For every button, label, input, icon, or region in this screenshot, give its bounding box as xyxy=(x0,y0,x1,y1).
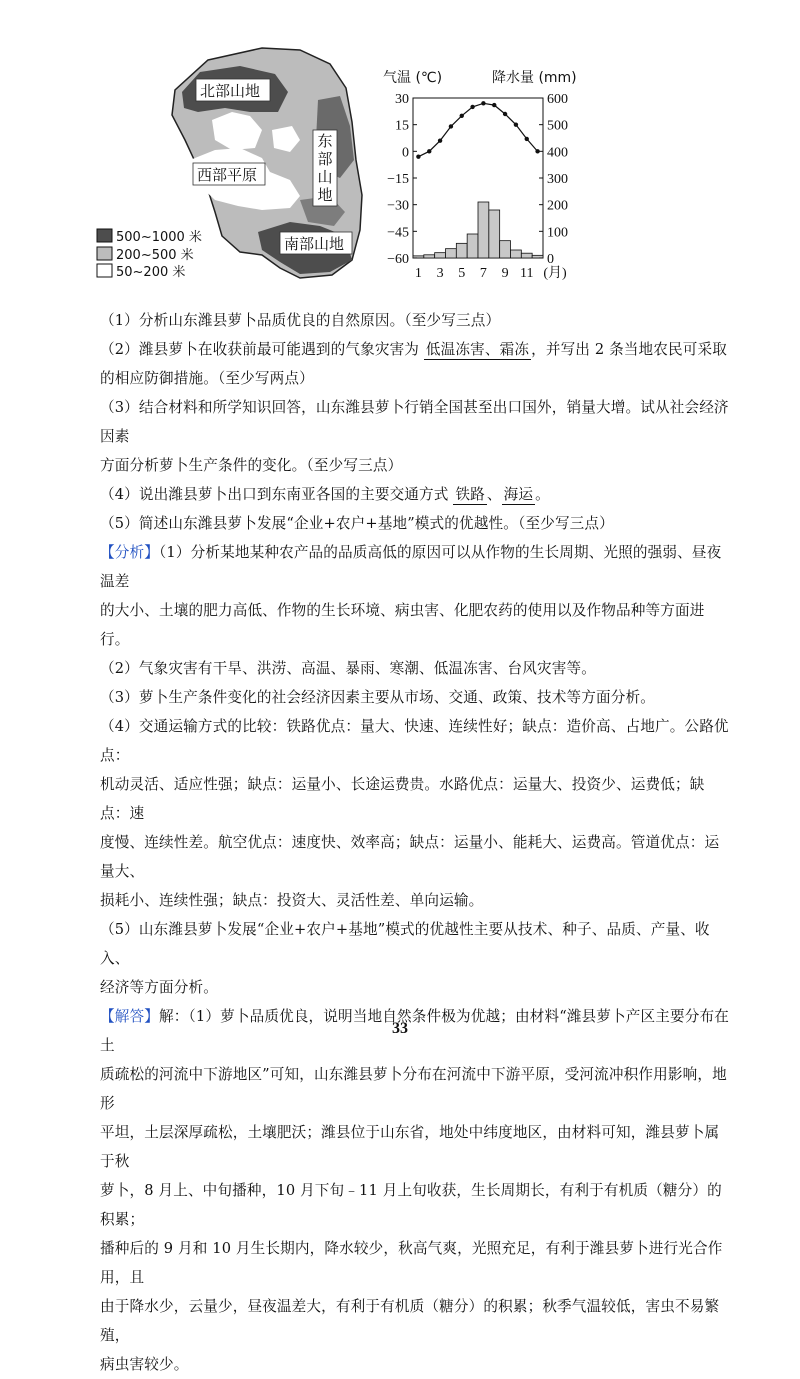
y-right-tick-label: 600 xyxy=(547,92,568,107)
answer-blank-q4-2: 海运 xyxy=(503,486,534,503)
analysis-5a: （5）山东潍县萝卜发展“企业+农户+基地”模式的优越性主要从技术、种子、品质、产量、收入、 xyxy=(100,921,710,967)
precip-bar xyxy=(521,253,532,258)
temperature-point xyxy=(470,105,474,109)
temperature-point xyxy=(460,114,464,118)
temperature-point xyxy=(525,137,529,141)
y-right-tick-label: 200 xyxy=(547,198,568,214)
answer-1: 【解答】解：（1）萝卜品质优良，说明当地自然条件极为优越；由材料“潍县萝卜产区主要分布在土 xyxy=(100,1008,729,1054)
question-3-a: （3）结合材料和所学知识回答，山东潍县萝卜行销全国甚至出口国外，销量大增。试从社会经济因素 xyxy=(100,399,729,445)
label-west-plain: 西部平原 xyxy=(197,166,258,184)
precip-bar xyxy=(500,241,511,258)
analysis-1b: 的大小、土壤的肥力高低、作物的生长环境、病虫害、化肥农药的使用以及作物品种等方面进行。 xyxy=(100,602,705,648)
label-north-mountains: 北部山地 xyxy=(200,82,261,100)
climate-chart xyxy=(383,69,577,281)
y-left-tick-label: −45 xyxy=(387,225,409,241)
temperature-point xyxy=(481,101,485,105)
label-east-mountains-2: 部 xyxy=(317,150,333,168)
label-east-mountains-3: 山 xyxy=(317,168,333,186)
x-unit-label: (月) xyxy=(543,266,567,281)
relief-map xyxy=(97,48,362,280)
temperature-point xyxy=(492,103,496,107)
legend-high: 500~1000 米 xyxy=(116,230,202,245)
precip-bar xyxy=(467,234,478,258)
temperature-point xyxy=(514,122,518,126)
question-4-sep: 、 xyxy=(486,486,502,503)
legend-low: 50~200 米 xyxy=(116,265,186,280)
answer-blank-q4-1: 铁路 xyxy=(455,486,485,503)
x-tick-label: 7 xyxy=(479,266,487,281)
temperature-point xyxy=(438,138,442,142)
answer-3: 平坦，土层深厚疏松，土壤肥沃；潍县位于山东省，地处中纬度地区，由材料可知，潍县萝卜属于秋 xyxy=(100,1124,720,1170)
label-east-mountains-4: 地 xyxy=(317,186,333,204)
analysis-4c: 度慢、连续性差。航空优点：速度快、效率高；缺点：运量小、能耗大、运费高。管道优点：运量大、 xyxy=(100,834,720,880)
y-left-title: 气温 (℃) xyxy=(383,70,443,86)
question-2-cont: 的相应防御措施。（至少写两点） xyxy=(100,370,314,387)
question-4-end: 。 xyxy=(535,486,550,503)
temperature-point xyxy=(416,154,420,158)
y-left-tick-label: 30 xyxy=(395,92,409,107)
x-tick-label: 9 xyxy=(501,266,509,281)
y-right-tick-label: 500 xyxy=(547,118,568,134)
y-left-tick-label: 0 xyxy=(402,145,409,161)
map-legend xyxy=(97,229,202,280)
question-3-b: 方面分析萝卜生产条件的变化。（至少写三点） xyxy=(100,457,403,474)
analysis-4a: （4）交通运输方式的比较：铁路优点：量大、快速、连续性好；缺点：造价高、占地广。公路优点： xyxy=(100,718,729,764)
figure-map-and-climate-chart xyxy=(0,0,800,300)
question-4-text: （4）说出潍县萝卜出口到东南亚各国的主要交通方式 xyxy=(100,486,449,503)
answer-7: 病虫害较少。 xyxy=(100,1356,189,1373)
page-number: 33 xyxy=(392,1020,408,1037)
analysis-3: （3）萝卜生产条件变化的社会经济因素主要从市场、交通、政策、技术等方面分析。 xyxy=(100,689,655,706)
question-4 xyxy=(100,480,730,509)
answer-6: 由于降水少，云量少，昼夜温差大，有利于有机质（糖分）的积累；秋季气温较低，害虫不易繁殖， xyxy=(100,1298,720,1344)
analysis-5b: 经济等方面分析。 xyxy=(100,979,218,996)
question-2-text-b: ，并写出 2 条当地农民可采取 xyxy=(531,341,728,358)
analysis-1a: 【分析】（1）分析某地某种农产品的品质高低的原因可以从作物的生长周期、光照的强弱、昼夜温差 xyxy=(100,544,722,590)
temperature-point xyxy=(503,112,507,116)
answer-2: 质疏松的河流中下游地区”可知，山东潍县萝卜分布在河流中下游平原，受河流冲积作用影响，地形 xyxy=(100,1066,727,1112)
analysis-4b: 机动灵活、适应性强；缺点：运量小、长途运费贵。水路优点：运量大、投资少、运费低；缺点：速 xyxy=(100,776,705,822)
y-right-title: 降水量 (mm) xyxy=(492,70,577,86)
y-right-tick-label: 0 xyxy=(547,252,554,267)
y-left-tick-label: 15 xyxy=(395,118,409,134)
x-tick-label: 3 xyxy=(436,266,444,281)
y-left-tick-label: −30 xyxy=(387,198,409,214)
label-south-mountains: 南部山地 xyxy=(284,235,345,253)
precip-bar xyxy=(435,253,446,258)
answer-tag: 【解答】 xyxy=(100,1008,159,1025)
question-1: （1）分析山东潍县萝卜品质优良的自然原因。（至少写三点） xyxy=(100,312,501,329)
precip-bar xyxy=(446,249,457,258)
x-tick-label: 11 xyxy=(520,266,534,281)
answer-5: 播种后的 9 月和 10 月生长期内，降水较少，秋高气爽，光照充足，有利于潍县萝卜进行光合作用，且 xyxy=(100,1240,723,1286)
text-content xyxy=(100,306,730,1379)
precip-bar xyxy=(511,250,522,258)
x-tick-label: 5 xyxy=(458,266,466,281)
temperature-point xyxy=(427,149,431,153)
y-right-tick-label: 300 xyxy=(547,172,568,187)
precip-bar xyxy=(489,210,500,258)
answer-4: 萝卜，8 月上、中旬播种，10 月下旬﹣11 月上旬收获，生长周期长，有利于有机质（糖分）的积累； xyxy=(100,1182,722,1228)
temperature-line xyxy=(418,103,537,156)
question-2-text-a: （2）潍县萝卜在收获前最可能遇到的气象灾害为 xyxy=(100,341,420,358)
legend-mid: 200~500 米 xyxy=(116,248,194,263)
answer-blank-q2: 低温冻害、霜冻 xyxy=(425,341,530,358)
precip-bar xyxy=(478,202,489,258)
temperature-point xyxy=(449,124,453,128)
question-5: （5）简述山东潍县萝卜发展“企业+农户+基地”模式的优越性。（至少写三点） xyxy=(100,515,614,532)
analysis-tag: 【分析】 xyxy=(100,544,159,561)
x-tick-label: 1 xyxy=(414,266,422,281)
analysis-4d: 损耗小、连续性强；缺点：投资大、灵活性差、单向运输。 xyxy=(100,892,484,909)
y-left-tick-label: −15 xyxy=(387,172,409,187)
y-left-tick-label: −60 xyxy=(387,252,409,267)
label-east-mountains-1: 东 xyxy=(317,132,333,150)
analysis-2: （2）气象灾害有干旱、洪涝、高温、暴雨、寒潮、低温冻害、台风灾害等。 xyxy=(100,660,596,677)
y-right-tick-label: 400 xyxy=(547,145,568,161)
y-right-tick-label: 100 xyxy=(547,225,568,241)
question-2 xyxy=(100,335,730,364)
precip-bar xyxy=(424,255,435,258)
precip-bar xyxy=(456,243,467,258)
